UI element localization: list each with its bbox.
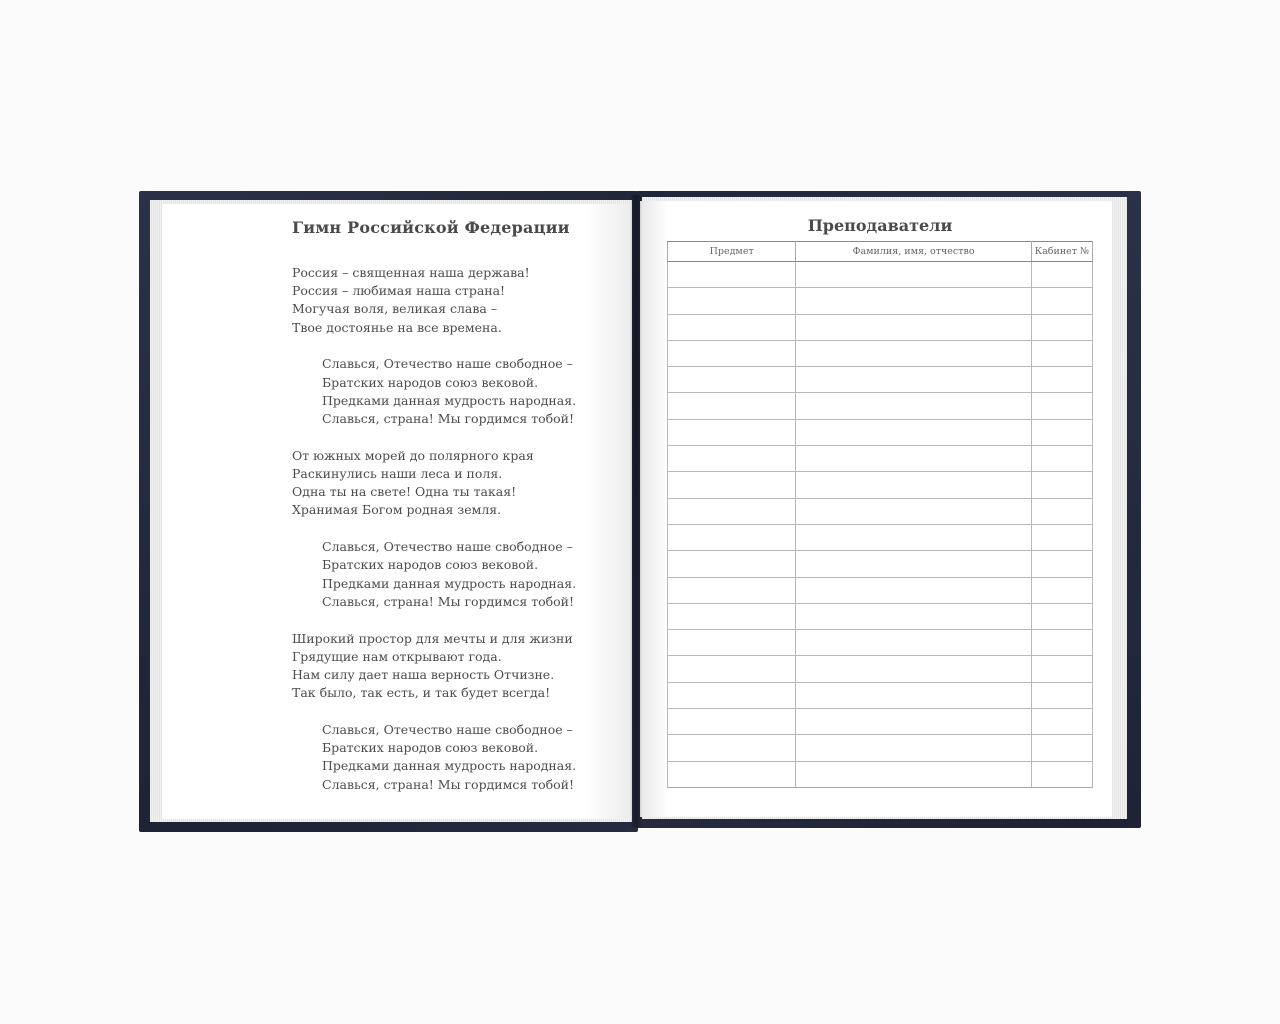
anthem-line: Россия – любимая наша страна! xyxy=(292,283,506,299)
anthem-line: Славься, страна! Мы гордимся тобой! xyxy=(322,776,575,792)
anthem-line: Раскинулись наши леса и поля. xyxy=(292,466,503,482)
anthem-title: Гимн Российской Федерации xyxy=(292,218,570,237)
subject-cell xyxy=(668,262,796,288)
room-cell xyxy=(1031,498,1092,524)
column-header-subject: Предмет xyxy=(668,242,796,262)
full-name-cell xyxy=(796,340,1032,366)
anthem-line: Нам силу дает наша верность Отчизне. xyxy=(292,667,555,683)
subject-cell xyxy=(668,682,796,708)
chorus-stanza xyxy=(292,355,622,428)
anthem-line: Братских народов союз вековой. xyxy=(322,740,539,756)
table-row xyxy=(668,551,1093,577)
left-page xyxy=(162,204,632,819)
room-cell xyxy=(1031,603,1092,629)
right-page xyxy=(640,201,1112,817)
full-name-cell xyxy=(796,603,1032,629)
anthem-line: Одна ты на свете! Одна ты такая! xyxy=(292,484,517,500)
full-name-cell xyxy=(796,419,1032,445)
room-cell xyxy=(1031,446,1092,472)
subject-cell xyxy=(668,656,796,682)
full-name-cell xyxy=(796,446,1032,472)
table-row xyxy=(668,419,1093,445)
subject-cell xyxy=(668,446,796,472)
table-row xyxy=(668,524,1093,550)
full-name-cell xyxy=(796,367,1032,393)
anthem-line: Славься, страна! Мы гордимся тобой! xyxy=(322,411,575,427)
anthem-line: Братских народов союз вековой. xyxy=(322,374,539,390)
column-header-full-name: Фамилия, имя, отчество xyxy=(796,242,1032,262)
full-name-cell xyxy=(796,761,1032,787)
room-cell xyxy=(1031,524,1092,550)
anthem-line: Славься, Отечество наше свободное – xyxy=(322,539,573,555)
room-cell xyxy=(1031,735,1092,761)
full-name-cell xyxy=(796,682,1032,708)
subject-cell xyxy=(668,288,796,314)
subject-cell xyxy=(668,709,796,735)
subject-cell xyxy=(668,577,796,603)
subject-cell xyxy=(668,340,796,366)
full-name-cell xyxy=(796,709,1032,735)
room-cell xyxy=(1031,577,1092,603)
anthem-line: Славься, Отечество наше свободное – xyxy=(322,356,573,372)
anthem-line: Славься, Отечество наше свободное – xyxy=(322,722,573,738)
table-row xyxy=(668,262,1093,288)
full-name-cell xyxy=(796,472,1032,498)
full-name-cell xyxy=(796,524,1032,550)
subject-cell xyxy=(668,551,796,577)
room-cell xyxy=(1031,761,1092,787)
full-name-cell xyxy=(796,551,1032,577)
subject-cell xyxy=(668,603,796,629)
table-row xyxy=(668,656,1093,682)
subject-cell xyxy=(668,630,796,656)
table-row xyxy=(668,340,1093,366)
anthem-line: Могучая воля, великая слава – xyxy=(292,301,498,317)
room-cell xyxy=(1031,630,1092,656)
room-cell xyxy=(1031,656,1092,682)
room-cell xyxy=(1031,472,1092,498)
room-cell xyxy=(1031,367,1092,393)
table-row xyxy=(668,682,1093,708)
anthem-text xyxy=(292,264,622,812)
table-row xyxy=(668,367,1093,393)
table-row xyxy=(668,498,1093,524)
anthem-line: Предками данная мудрость народная. xyxy=(322,392,577,408)
subject-cell xyxy=(668,393,796,419)
table-row xyxy=(668,709,1093,735)
subject-cell xyxy=(668,367,796,393)
subject-cell xyxy=(668,498,796,524)
table-row xyxy=(668,630,1093,656)
anthem-line: Широкий простор для мечты и для жизни xyxy=(292,630,573,646)
subject-cell xyxy=(668,419,796,445)
anthem-line: Хранимая Богом родная земля. xyxy=(292,502,502,518)
subject-cell xyxy=(668,735,796,761)
anthem-line: Предками данная мудрость народная. xyxy=(322,758,577,774)
table-row xyxy=(668,603,1093,629)
full-name-cell xyxy=(796,735,1032,761)
room-cell xyxy=(1031,340,1092,366)
room-cell xyxy=(1031,288,1092,314)
subject-cell xyxy=(668,472,796,498)
chorus-stanza xyxy=(292,538,622,611)
verse-stanza xyxy=(292,447,622,520)
anthem-line: Братских народов союз вековой. xyxy=(322,557,539,573)
anthem-line: Так было, так есть, и так будет всегда! xyxy=(292,685,551,701)
table-row xyxy=(668,577,1093,603)
room-cell xyxy=(1031,262,1092,288)
table-row xyxy=(668,761,1093,787)
room-cell xyxy=(1031,419,1092,445)
verse-stanza xyxy=(292,264,622,337)
anthem-line: Предками данная мудрость народная. xyxy=(322,575,577,591)
subject-cell xyxy=(668,761,796,787)
full-name-cell xyxy=(796,314,1032,340)
table-row xyxy=(668,393,1093,419)
anthem-line: Грядущие нам открывают года. xyxy=(292,648,502,664)
anthem-line: Твое достоянье на все времена. xyxy=(292,319,502,335)
room-cell xyxy=(1031,709,1092,735)
full-name-cell xyxy=(796,656,1032,682)
anthem-line: Россия – священная наша держава! xyxy=(292,265,530,280)
table-row xyxy=(668,288,1093,314)
spine xyxy=(630,195,642,827)
column-header-room: Кабинет № xyxy=(1031,242,1092,262)
full-name-cell xyxy=(796,498,1032,524)
full-name-cell xyxy=(796,393,1032,419)
room-cell xyxy=(1031,682,1092,708)
teachers-title: Преподаватели xyxy=(807,216,953,235)
room-cell xyxy=(1031,393,1092,419)
table-row xyxy=(668,446,1093,472)
table-row xyxy=(668,472,1093,498)
full-name-cell xyxy=(796,577,1032,603)
chorus-stanza xyxy=(292,721,622,794)
full-name-cell xyxy=(796,288,1032,314)
anthem-line: От южных морей до полярного края xyxy=(292,447,534,463)
verse-stanza xyxy=(292,630,622,703)
room-cell xyxy=(1031,314,1092,340)
table-row xyxy=(668,735,1093,761)
teachers-table xyxy=(667,241,1093,788)
anthem-line: Славься, страна! Мы гордимся тобой! xyxy=(322,593,575,609)
full-name-cell xyxy=(796,262,1032,288)
table-header-row xyxy=(668,242,1093,262)
subject-cell xyxy=(668,314,796,340)
full-name-cell xyxy=(796,630,1032,656)
room-cell xyxy=(1031,551,1092,577)
table-row xyxy=(668,314,1093,340)
subject-cell xyxy=(668,524,796,550)
